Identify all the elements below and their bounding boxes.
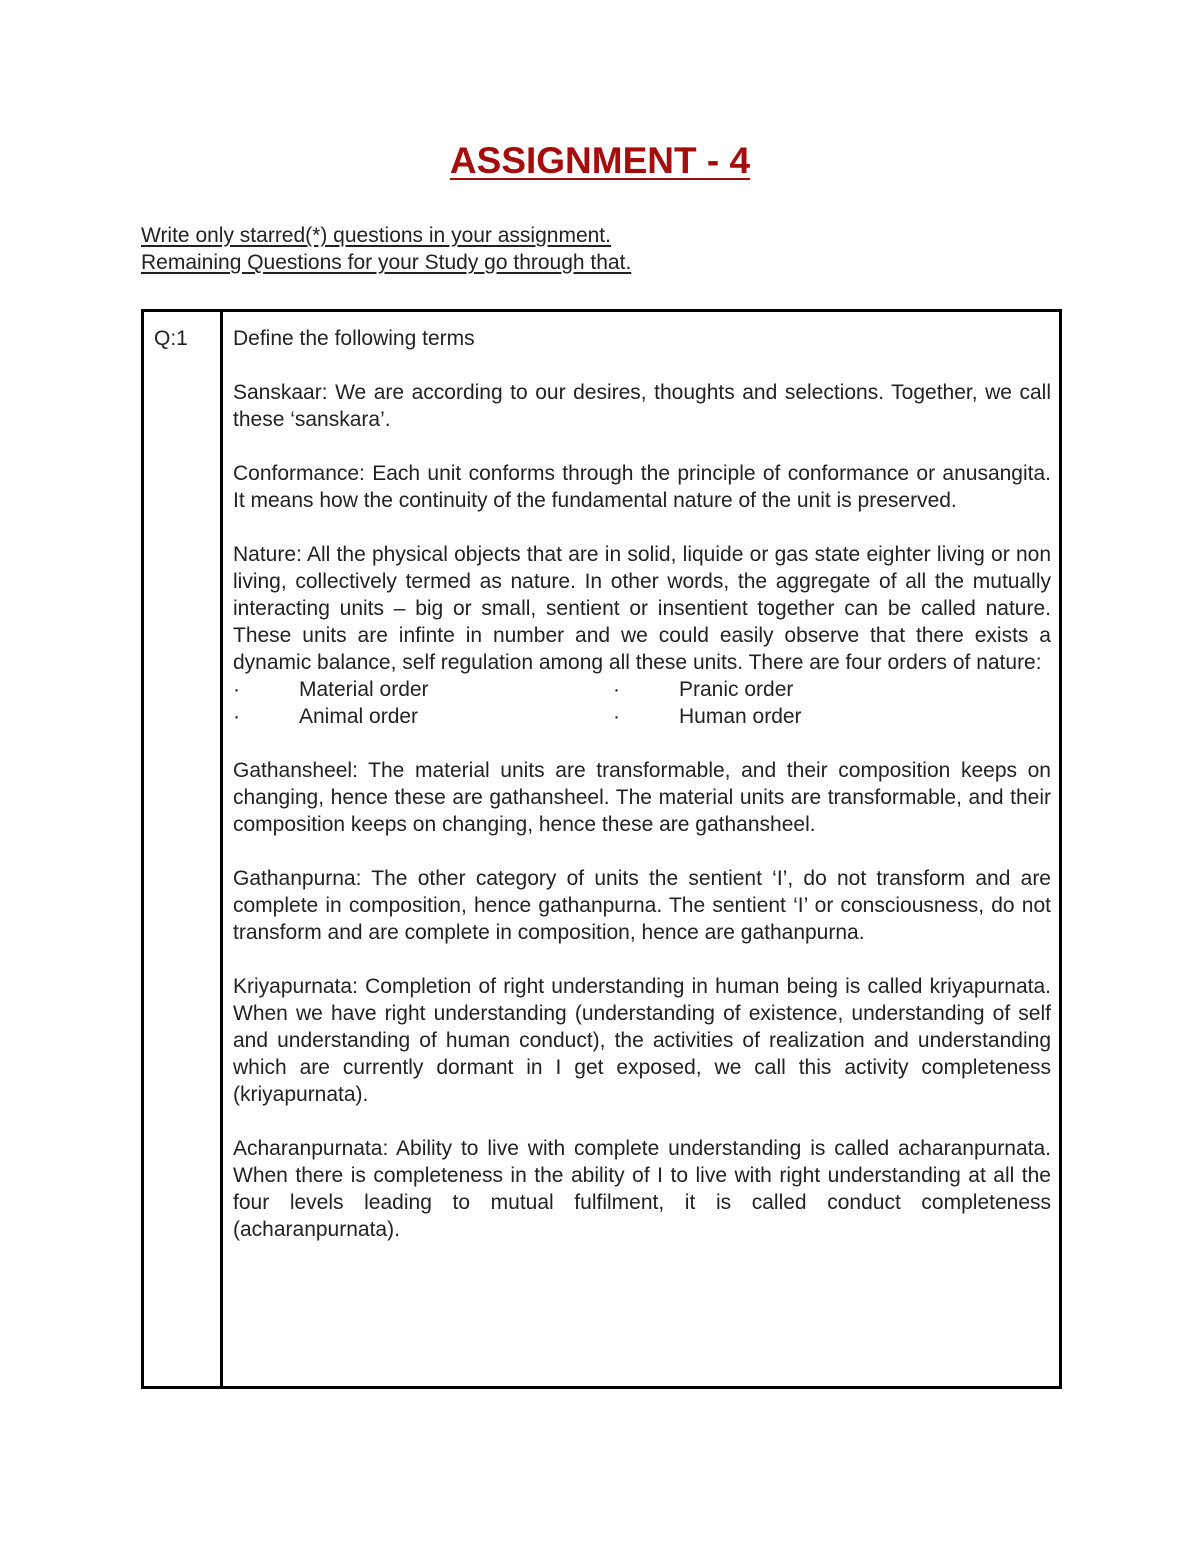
instruction-line-1: Write only starred(*) questions in your assignment. — [141, 224, 611, 247]
question-number: Q:1 — [154, 327, 188, 350]
definition-nature: Nature: All the physical objects that are in solid, liquide or gas state eighter living or non living, collectively termed as nature. In other words, the aggregate of all the mutually interacting units – big or small, sentient or insentient together can be called nature. These units are infinte in number and we could easily observe that there exists a dynamic balance, self regulation among all these units. There are four orders of nature: — [233, 543, 1051, 674]
definition-acharanpurnata: Acharanpurnata: Ability to live with complete understanding is called acharanpurnata. When there is completeness in the ability of I to live with right understanding at all the four levels leading to mutual fulfilment, it is called conduct completeness (acharanpurnata). — [233, 1137, 1051, 1241]
answer-content — [233, 325, 1051, 1243]
bullet: · — [613, 678, 620, 701]
bullet: · — [233, 678, 240, 701]
bullet: · — [233, 705, 240, 728]
definition-kriyapurnata: Kriyapurnata: Completion of right understanding in human being is called kriyapurnata. When we have right understanding (understanding of existence, understanding of self and understanding of human conduct), the activities of realization and understanding which are currently dormant in I get exposed, we call this activity completeness (kriyapurnata). — [233, 975, 1051, 1106]
order-material: Material order — [299, 678, 429, 701]
orders-of-nature-list — [233, 676, 1051, 730]
definition-gathanpurna: Gathanpurna: The other category of units the sentient ‘I’, do not transform and are complete in composition, hence gathanpurna. The sentient ‘I’ or consciousness, do not transform and are complete in composition, hence are gathanpurna. — [233, 867, 1051, 944]
order-animal: Animal order — [299, 705, 419, 728]
assignment-title: ASSIGNMENT - 4 — [449, 140, 751, 181]
column-divider — [220, 312, 223, 1386]
definition-conformance: Conformance: Each unit conforms through the principle of conformance or anusangita. It means how the continuity of the fundamental nature of the unit is preserved. — [233, 462, 1051, 512]
instructions — [141, 222, 631, 276]
question-prompt: Define the following terms — [233, 327, 475, 350]
order-human: Human order — [679, 705, 802, 728]
order-pranic: Pranic order — [679, 678, 794, 701]
instruction-line-2: Remaining Questions for your Study go through that. — [141, 251, 632, 274]
definition-sanskaar: Sanskaar: We are according to our desires, thoughts and selections. Together, we call these ‘sanskara’. — [233, 381, 1051, 431]
bullet: · — [613, 705, 620, 728]
question-table — [141, 309, 1062, 1389]
definition-gathansheel: Gathansheel: The material units are transformable, and their composition keeps on changing, hence these are gathansheel. The material units are transformable, and their composition keeps on changing, hence these are gathansheel. — [233, 759, 1051, 836]
